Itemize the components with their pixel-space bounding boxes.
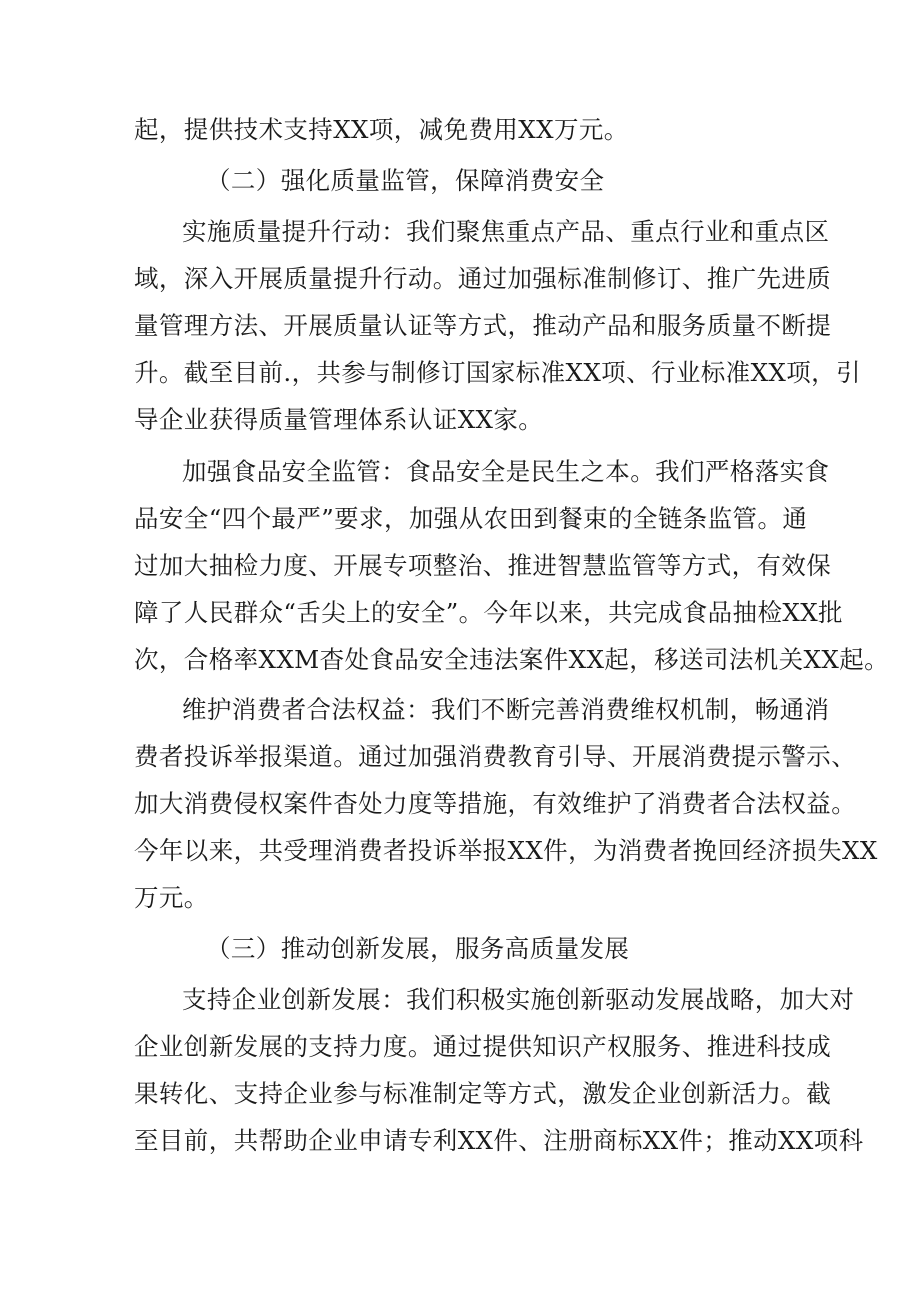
paragraph-line: 次，合格率XXM杳处食品安全违法案件XX起，移送司法机关XX起。 xyxy=(134,645,890,674)
paragraph-line: 维护消费者合法权益：我们不断完善消费维权机制，畅通消 xyxy=(182,695,830,724)
paragraph-line: 今年以来，共受理消费者投诉举报XX件，为消费者挽回经济损失XX xyxy=(134,836,878,865)
section-heading: （二）强化质量监管，保障消费安全 xyxy=(206,166,605,195)
paragraph-line: 果转化、支持企业参与标准制定等方式，激发企业创新活力。截 xyxy=(134,1079,832,1108)
paragraph-line: 起，提供技术支持XX项，减免费用XX万元。 xyxy=(134,115,629,144)
section-heading: （三）推动创新发展，服务高质量发展 xyxy=(206,934,630,963)
paragraph-line: 至目前，共帮助企业申请专利XX件、注册商标XX件；推动XX项科 xyxy=(134,1126,864,1155)
paragraph-line: 过加大抽检力度、开展专项整治、推进智慧监管等方式，有效保 xyxy=(134,551,832,580)
paragraph-line: 万元。 xyxy=(134,883,209,912)
paragraph-line: 企业创新发展的支持力度。通过提供知识产权服务、推进科技成 xyxy=(134,1032,832,1061)
paragraph-line: 升。截至目前.，共参与制修订国家标准XX项、行业标准XX项，引 xyxy=(134,358,861,387)
paragraph-line: 加大消费侵权案件杳处力度等措施，有效维护了消费者合法权益。 xyxy=(134,789,857,818)
paragraph-line: 导企业获得质量管理体系认证XX家。 xyxy=(134,405,544,434)
paragraph-line: 实施质量提升行动：我们聚焦重点产品、重点行业和重点区 xyxy=(182,217,830,246)
paragraph-line: 支持企业创新发展：我们积极实施创新驱动发展战略，加大对 xyxy=(182,985,855,1014)
paragraph-line: 费者投诉举报渠道。通过加强消费教育引导、开展消费提示警示、 xyxy=(134,742,857,771)
paragraph-line: 域，深入开展质量提升行动。通过加强标准制修订、推广先进质 xyxy=(134,264,832,293)
paragraph-line: 加强食品安全监管：食品安全是民生之本。我们严格落实食 xyxy=(182,457,830,486)
paragraph-line: 量管理方法、开展质量认证等方式，推动产品和服务质量不断提 xyxy=(134,311,832,340)
paragraph-line: 品安全“四个最严”要求，加强从农田到餐束的全链条监管。通 xyxy=(134,504,808,533)
paragraph-line: 障了人民群众“舌尖上的安全”。今年以来，共完成食品抽检XX批 xyxy=(134,598,843,627)
